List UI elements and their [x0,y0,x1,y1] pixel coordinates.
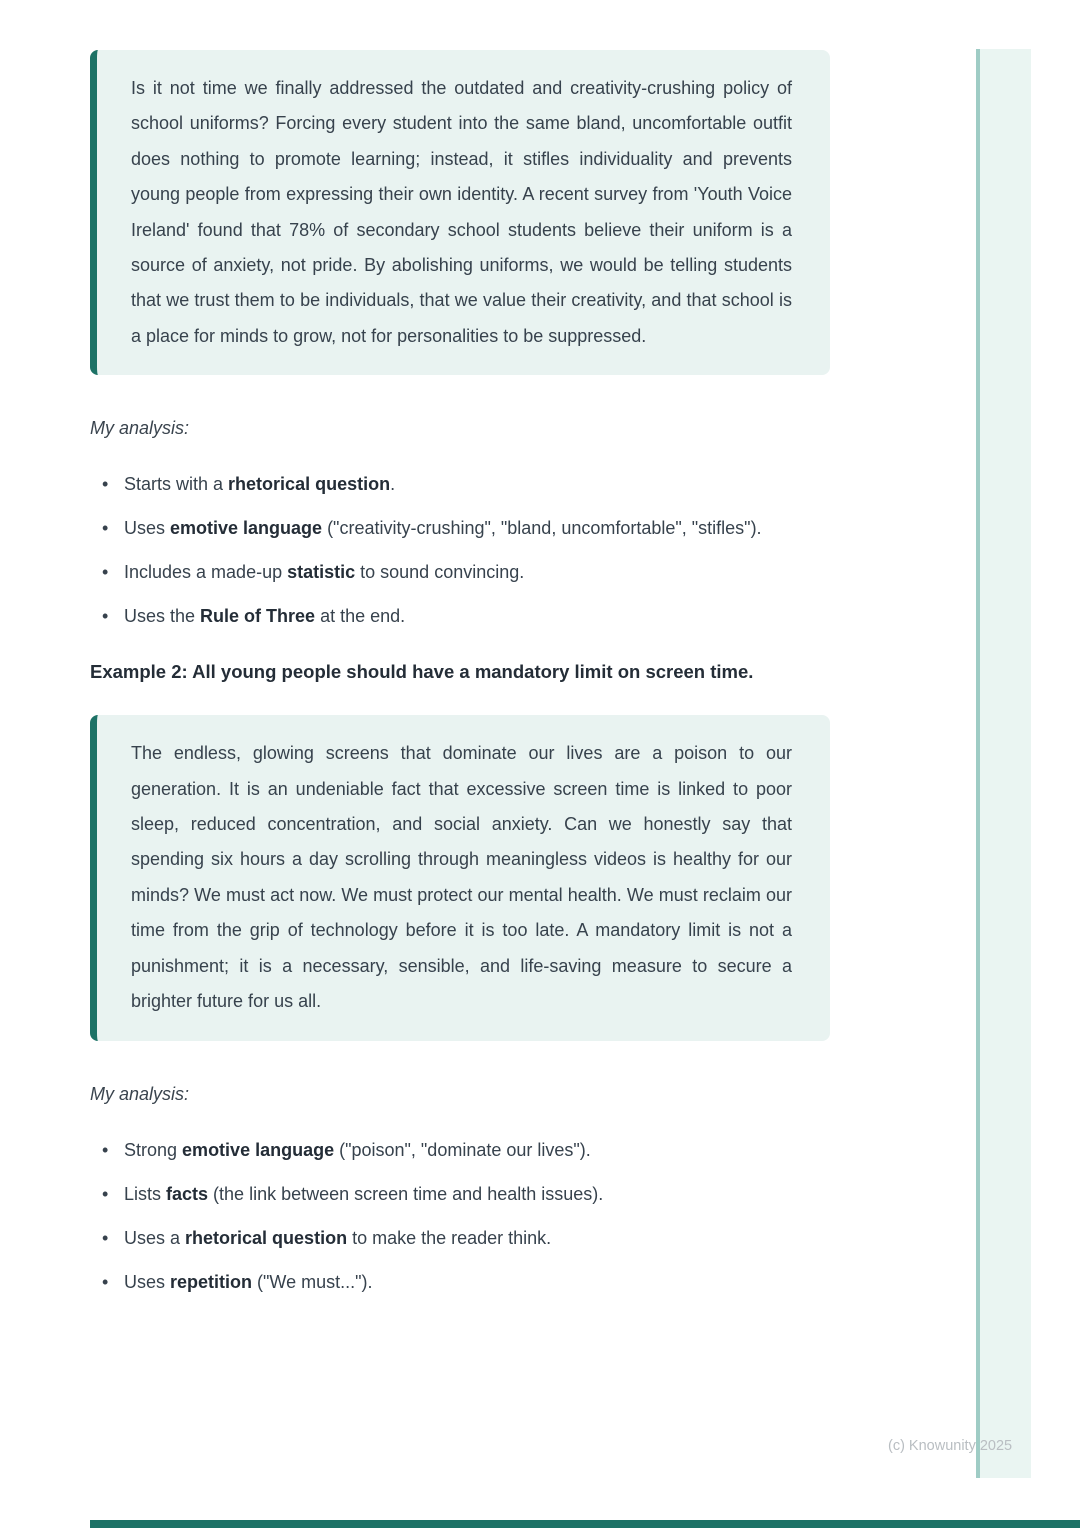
analysis-bullet-item: • Strong emotive language ("poison", "dominate our lives"). [124,1133,830,1167]
copyright-watermark: (c) Knowunity 2025 [888,1438,1013,1454]
right-margin-strip [976,49,1031,1478]
example1-analysis-list [90,467,830,633]
analysis-bullet-item: • Starts with a rhetorical question. [124,467,830,501]
analysis-bullet-item: • Uses repetition ("We must..."). [124,1265,830,1299]
analysis-bullet-item: • Uses the Rule of Three at the end. [124,599,830,633]
example1-quote-block: Is it not time we finally addressed the outdated and creativity-crushing policy of school uniforms? Forcing every student into the same bland, uncomfortable outfit does nothing to promote learning; instead, it stifles individuality and prevents young people from expressing their own identity. A recent survey from 'Youth Voice Ireland' found that 78% of secondary school students believe their uniform is a source of anxiety, not pride. By abolishing uniforms, we would be telling students that we trust them to be individuals, that we value their creativity, and that school is a place for minds to grow, not for personalities to be suppressed. [90,50,830,375]
example2-quote-block: The endless, glowing screens that dominate our lives are a poison to our generation. It is an undeniable fact that excessive screen time is linked to poor sleep, reduced concentration, and social anxiety. Can we honestly say that spending six hours a day scrolling through meaningless videos is healthy for our minds? We must act now. We must protect our mental health. We must reclaim our time from the grip of technology before it is too late. A mandatory limit is not a punishment; it is a necessary, sensible, and life-saving measure to secure a brighter future for us all. [90,715,830,1040]
example2-analysis-list [90,1133,830,1299]
analysis-bullet-item: • Uses emotive language ("creativity-crushing", "bland, uncomfortable", "stifles"). [124,511,830,545]
document-content [90,0,830,1309]
example2-analysis-label: My analysis: [90,1083,190,1104]
example2-heading: Example 2: All young people should have a mandatory limit on screen time. [90,661,754,683]
analysis-bullet-item: • Uses a rhetorical question to make the reader think. [124,1221,830,1255]
example1-analysis-label: My analysis: [90,418,190,439]
analysis-bullet-item: • Lists facts (the link between screen time and health issues). [124,1177,830,1211]
analysis-bullet-item: • Includes a made-up statistic to sound convincing. [124,555,830,589]
next-page-top-edge [90,1520,1080,1528]
